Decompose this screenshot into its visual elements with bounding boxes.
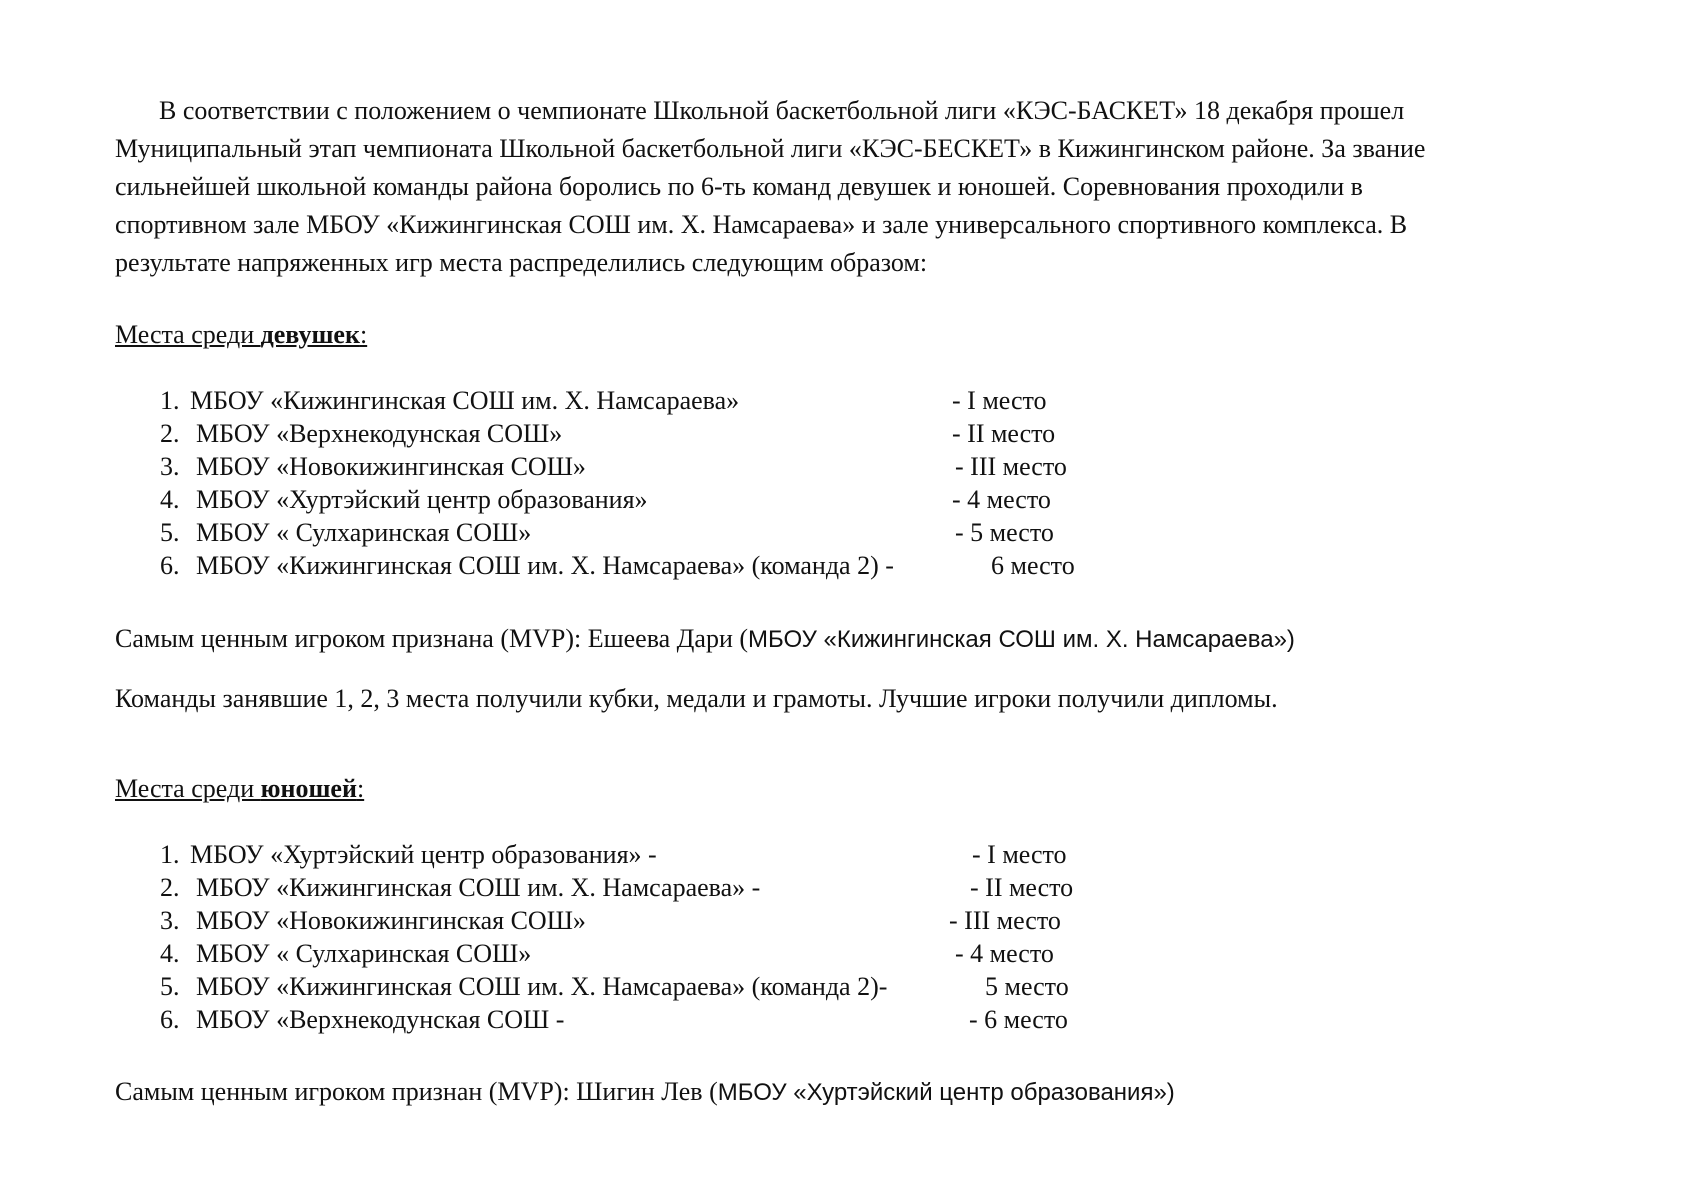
item-number: 3. [160,906,180,935]
item-place: - 5 место [955,518,1054,547]
intro-line-2: Муниципальный этап чемпионата Школьной баскетбольной лиги «КЭС-БЕСКЕТ» в Кижингинском районе. За звание [115,134,1426,163]
item-place: - I место [952,386,1047,415]
girls-heading-suffix: : [359,320,368,349]
item-school: МБОУ «Кижингинская СОШ им. Х. Намсараева» [190,386,740,415]
item-place: 5 место [985,972,1069,1001]
item-place: - II место [970,873,1074,902]
boys-heading-prefix: Места среди [115,774,261,803]
item-school: МБОУ «Кижингинская СОШ им. Х. Намсараева» (команда 2) - [196,551,894,580]
boys-heading-bold: юношей [260,774,357,803]
item-school: МБОУ «Кижингинская СОШ им. Х. Намсараева» - [196,873,761,902]
item-number: 4. [160,939,180,968]
item-school: МБОУ «Хуртэйский центр образования» - [190,840,657,869]
item-number: 5. [160,518,180,547]
item-place: - 4 место [955,939,1054,968]
item-school: МБОУ «Кижингинская СОШ им. Х. Намсараева» (команда 2)- [196,972,888,1001]
item-number: 1. [160,840,180,869]
item-place: - III место [949,906,1061,935]
girls-heading-bold: девушек [260,320,360,349]
item-place: - III место [955,452,1067,481]
awards-text: Команды занявшие 1, 2, 3 места получили кубки, медали и грамоты. Лучшие игроки получили дипломы. [115,684,1278,713]
item-number: 6. [160,551,180,580]
item-number: 4. [160,485,180,514]
item-place: - II место [952,419,1056,448]
item-number: 2. [160,873,180,902]
item-school: МБОУ «Хуртэйский центр образования» [196,485,648,514]
item-number: 6. [160,1005,180,1034]
item-number: 1. [160,386,180,415]
item-school: МБОУ « Сулхаринская СОШ» [196,518,532,547]
intro-line-3: сильнейшей школьной команды района боролись по 6-ть команд девушек и юношей. Соревнования проходили в [115,172,1363,201]
item-school: МБОУ «Верхнекодунская СОШ» [196,419,563,448]
item-school: МБОУ «Верхнекодунская СОШ - [196,1005,565,1034]
intro-line-1: В соответствии с положением о чемпионате Школьной баскетбольной лиги «КЭС-БАСКЕТ» 18 декабря прошел [159,96,1405,125]
boys-mvp-text: Самым ценным игроком признан (MVP): Шигин Лев ( [115,1077,718,1106]
item-school: МБОУ «Новокижингинская СОШ» [196,906,586,935]
item-school: МБОУ « Сулхаринская СОШ» [196,939,532,968]
item-number: 2. [160,419,180,448]
boys-heading [115,770,364,808]
item-place: - 4 место [952,485,1051,514]
intro-line-4: спортивном зале МБОУ «Кижингинская СОШ им. Х. Намсараева» и зале универсального спортивного комплекса. В [115,210,1408,239]
item-place: - 6 место [969,1005,1068,1034]
girls-heading [115,316,367,354]
intro-line-5: результате напряженных игр места распределились следующим образом: [115,248,928,277]
girls-heading-prefix: Места среди [115,320,261,349]
girls-mvp [115,620,1295,659]
item-number: 3. [160,452,180,481]
girls-mvp-school: МБОУ «Кижингинская СОШ им. Х. Намсараева») [748,626,1295,653]
item-number: 5. [160,972,180,1001]
item-place: - I место [972,840,1067,869]
boys-mvp-school: МБОУ «Хуртэйский центр образования») [717,1079,1175,1106]
item-school: МБОУ «Новокижингинская СОШ» [196,452,586,481]
boys-heading-suffix: : [356,774,365,803]
girls-mvp-text: Самым ценным игроком признана (MVP): Ешеева Дари ( [115,624,749,653]
boys-mvp [115,1073,1175,1112]
item-place: 6 место [991,551,1075,580]
